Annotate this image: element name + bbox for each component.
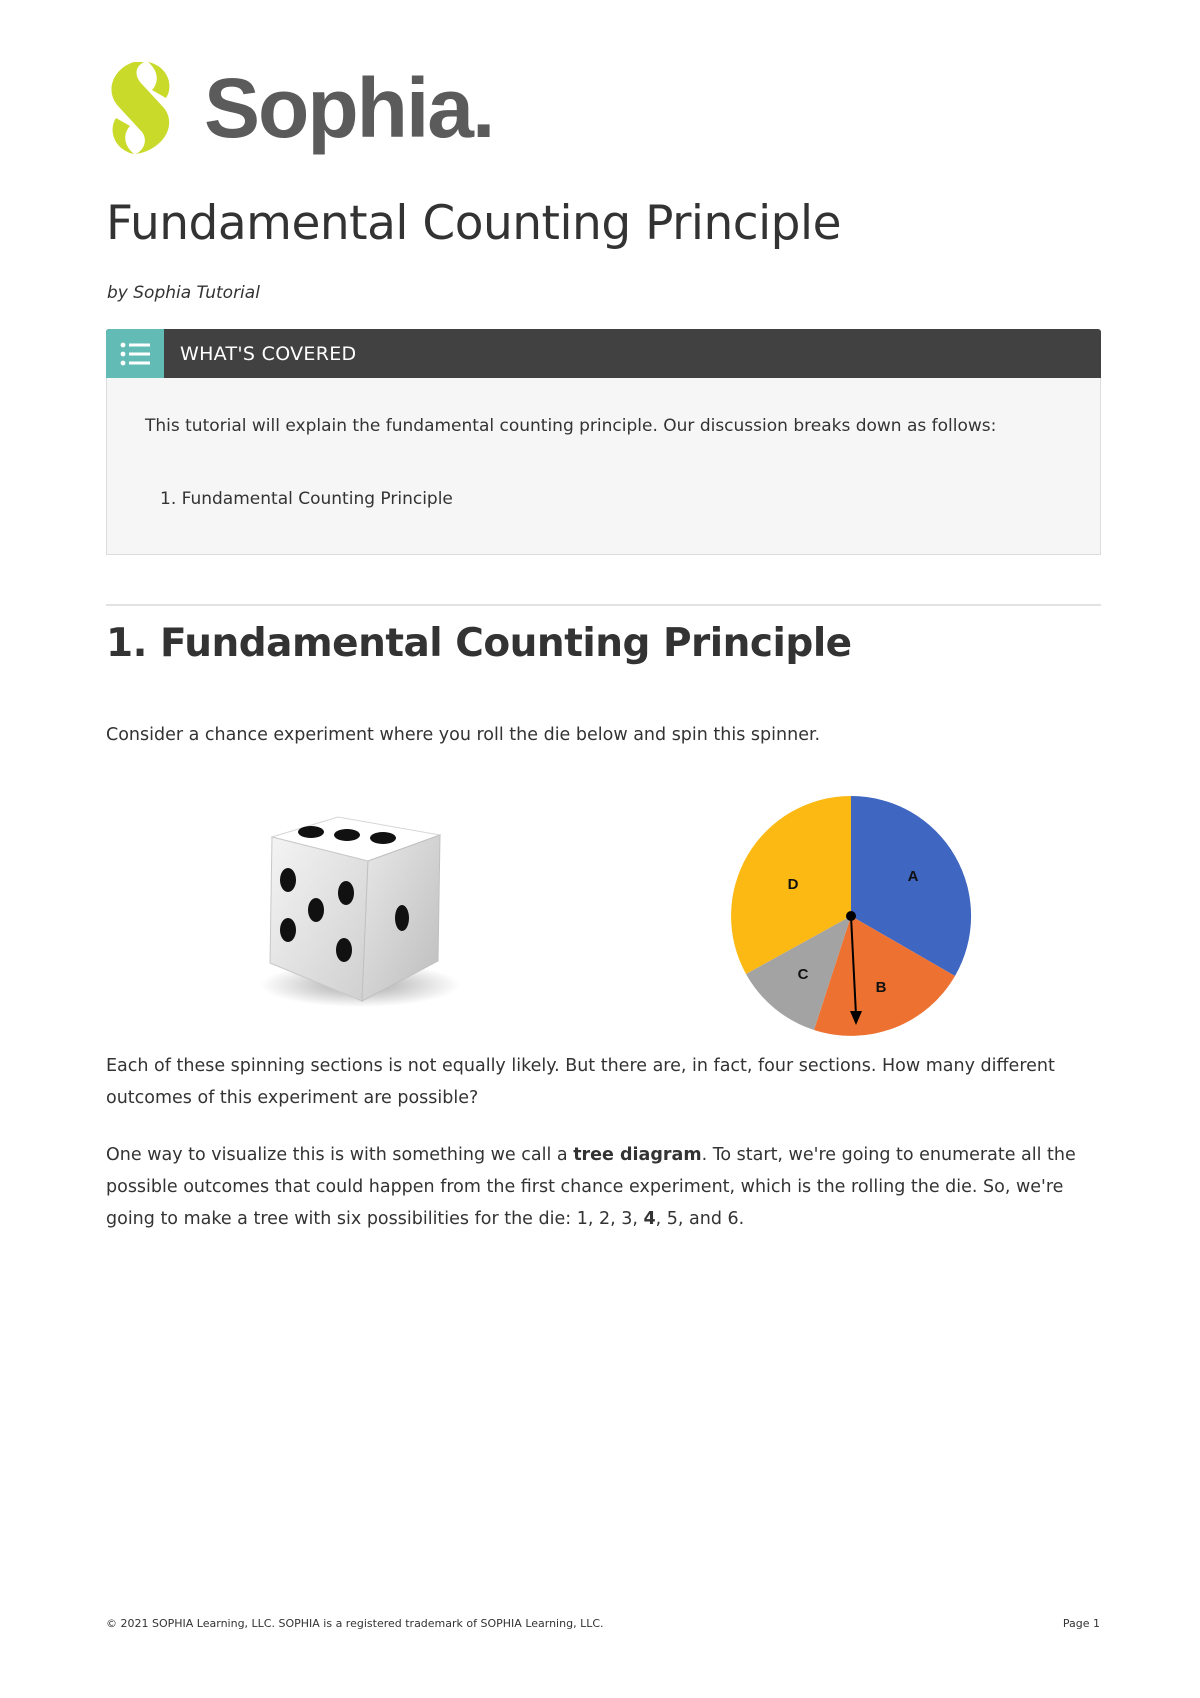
bold-number: 4 [643, 1209, 656, 1229]
whats-covered-item[interactable]: 1. Fundamental Counting Principle [160, 489, 453, 509]
term-tree-diagram: tree diagram [573, 1145, 702, 1165]
section-divider [106, 604, 1101, 606]
whats-covered-body [106, 378, 1101, 555]
paragraph-tree-diagram [106, 1139, 1106, 1235]
footer-page-number: Page 1 [1062, 1617, 1100, 1630]
byline: by Sophia Tutorial [107, 283, 260, 303]
spinner-image [728, 793, 974, 1039]
text-span: One way to visualize this is with something we call a [106, 1145, 574, 1165]
text-span: , 5, and 6. [655, 1209, 745, 1229]
paragraph-intro: Consider a chance experiment where you roll the die below and spin this spinner. [106, 725, 821, 745]
text-span: . To start, we're going to enumerate all the possible outcomes that could happen from the first chance experiment, which is the rolling the die. So, we're going to make a tree with six possibilities for the die: 1, 2, 3, [106, 1145, 1076, 1229]
spinner-label-d: D [787, 876, 799, 893]
paragraph-sections: Each of these spinning sections is not equally likely. But there are, in fact, four sections. How many different outcomes of this experiment are possible? [106, 1056, 1055, 1108]
whats-covered-intro: This tutorial will explain the fundamental counting principle. Our discussion breaks down as follows: [145, 416, 997, 436]
spinner-label-b: B [875, 979, 887, 996]
page-title: Fundamental Counting Principle [106, 196, 841, 251]
sophia-swirl-icon [104, 58, 178, 158]
whats-covered-header [106, 329, 1101, 378]
list-icon [106, 329, 164, 378]
section-heading: 1. Fundamental Counting Principle [106, 621, 852, 666]
die-image [250, 805, 470, 1010]
footer-copyright: © 2021 SOPHIA Learning, LLC. SOPHIA is a registered trademark of SOPHIA Learning, LLC. [106, 1617, 604, 1630]
spinner-label-c: C [797, 966, 809, 983]
spinner-label-a: A [907, 868, 919, 885]
sophia-logo [104, 55, 493, 160]
whats-covered-label: WHAT'S COVERED [180, 342, 357, 365]
logo-wordmark: Sophia. [204, 60, 494, 155]
